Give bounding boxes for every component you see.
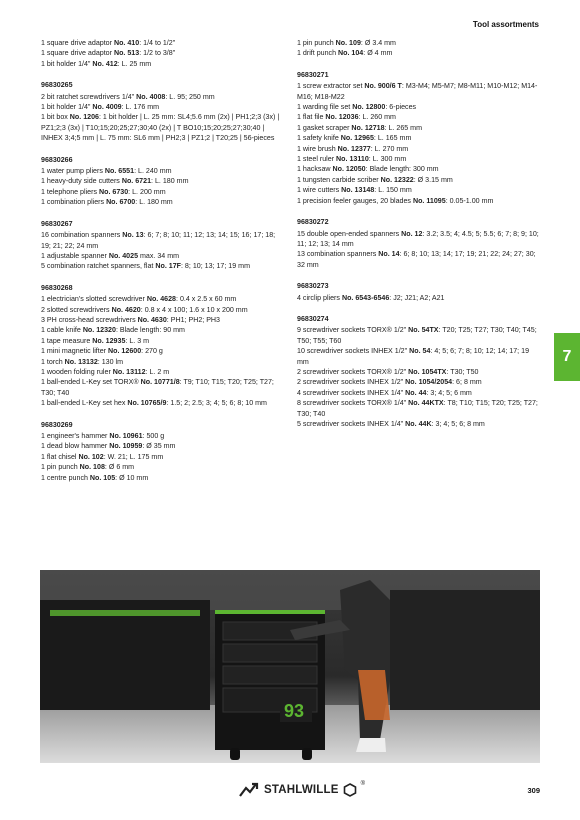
item-line [41, 294, 286, 304]
item-text: 1 engineer's hammer [41, 432, 110, 440]
item-text: 1 square drive adaptor [41, 49, 114, 58]
item-line [41, 187, 286, 197]
item-text: 1 hacksaw [297, 165, 333, 174]
assortment-block [41, 283, 286, 409]
item-line [297, 419, 541, 429]
item-spec: : 0.8 x 4 x 100; 1.6 x 10 x 200 mm [140, 305, 248, 314]
item-spec: : T8; T10; T15; T20; T25; T27; T30; T40 [297, 399, 538, 418]
item-text: 15 double open-ended spanners [297, 229, 402, 238]
item-line [41, 166, 286, 176]
brand-wordmark: STAHLWILLE [264, 784, 339, 796]
item-text: 2 bit ratchet screwdrivers 1/4" [41, 92, 137, 101]
item-text: 1 electrician's slotted screwdriver [41, 295, 147, 304]
item-text: 1 wire cutters [297, 186, 342, 195]
item-text: 2 screwdriver sockets INHEX 1/2" [297, 378, 406, 387]
item-spec: : Blade length: 90 mm [115, 326, 185, 335]
item-number: No. 10771/8 [140, 378, 180, 387]
item-text: 1 ball-ended L-Key set TORX® [41, 378, 141, 387]
item-spec: : Ø 4 mm [363, 49, 393, 58]
item-text: 1 combination pliers [41, 198, 107, 207]
item-spec: : L. 176 mm [121, 103, 160, 112]
trolley-label: 93 [284, 701, 305, 721]
item-text: 1 dead blow hammer [41, 442, 110, 451]
item-spec: : 3; 4; 5; 6 mm [426, 388, 472, 397]
item-text: 5 combination ratchet spanners, flat [41, 262, 156, 271]
item-spec: : 6; 8; 10; 13; 14; 17; 19; 21; 22; 24; 27; 30; 32 mm [297, 250, 536, 269]
item-text: 1 steel ruler [297, 155, 337, 164]
item-line [41, 197, 286, 207]
item-line [297, 398, 541, 419]
item-spec: : Ø 35 mm [142, 442, 176, 451]
item-line [297, 48, 541, 58]
item-number: No. 13112 [112, 367, 146, 376]
item-spec: : 0.4 x 2.5 x 60 mm [176, 295, 237, 304]
item-line [297, 175, 541, 185]
item-spec: : Ø 3.15 mm [413, 175, 453, 184]
item-text: 1 water pump pliers [41, 167, 105, 176]
item-number: No. 4025 [108, 251, 139, 260]
assortment-number: 96830266 [41, 155, 73, 164]
item-line [41, 452, 286, 462]
item-spec: : 3.2; 3.5; 4; 4.5; 5; 5.5; 6; 7; 8; 9; 10; 11; 12; 13; 14 mm [297, 229, 539, 248]
item-text: 2 screwdriver sockets TORX® 1/2" [297, 367, 409, 376]
item-number: No. 12 [401, 229, 423, 238]
item-number: No. 6551 [104, 167, 135, 176]
item-number: No. 12965 [340, 134, 374, 143]
left-column [41, 38, 286, 494]
item-spec: : L. 270 mm [370, 144, 409, 153]
item-text: 1 mini magnetic lifter [41, 347, 109, 356]
item-line [297, 367, 541, 377]
item-line [297, 112, 541, 122]
item-line [297, 154, 541, 164]
assortment-number: 96830268 [41, 283, 73, 292]
item-spec: : 8; 10; 13; 17; 19 mm [180, 262, 250, 271]
item-spec: : Ø 3.4 mm [360, 39, 396, 47]
item-spec: : L. 180 mm [135, 198, 173, 207]
assortment-number: 96830272 [297, 218, 329, 227]
item-line [41, 48, 286, 58]
item-spec: : 500 g [142, 432, 165, 440]
item-spec: : J2; J21; A2; A21 [389, 293, 445, 302]
item-text: 8 screwdriver sockets TORX® 1/4" [297, 399, 409, 408]
item-text: 1 cable knife [41, 326, 83, 335]
item-line [297, 133, 541, 143]
item-spec: : T30; T50 [446, 367, 479, 376]
item-text: 1 adjustable spanner [41, 251, 109, 260]
assortment-block [41, 38, 286, 69]
assortment-block [41, 155, 286, 208]
item-number: No. 44K [405, 420, 432, 428]
item-line [41, 102, 286, 112]
item-spec: : L. 180 mm [151, 177, 189, 186]
workshop-photo [40, 570, 540, 763]
item-text: 1 safety knife [297, 134, 341, 143]
item-number: No. 4620 [111, 305, 141, 314]
item-number: No. 54 [409, 347, 431, 356]
item-number: No. 10961 [109, 432, 143, 440]
item-number: No. 13148 [341, 186, 375, 195]
item-number: No. 1054TX [408, 367, 447, 376]
item-line [41, 398, 286, 408]
item-number: No. 108 [79, 463, 105, 472]
item-line [41, 336, 286, 346]
item-line [41, 346, 286, 356]
item-line [41, 92, 286, 102]
item-line [297, 123, 541, 133]
item-number: No. 13110 [336, 155, 369, 164]
assortment-number: 96830274 [297, 314, 329, 323]
item-text: 1 ball-ended L-Key set hex [41, 399, 128, 408]
item-line [41, 462, 286, 472]
item-spec: : L. 265 mm [384, 123, 423, 132]
item-spec: : 270 g [141, 347, 163, 356]
item-line [41, 473, 286, 483]
item-text: 1 square drive adaptor [41, 39, 114, 47]
item-number: No. 54TX [408, 326, 439, 335]
item-spec: : L. 3 m [125, 336, 150, 345]
assortment-block [41, 420, 286, 483]
item-number: No. 4628 [146, 295, 177, 304]
item-spec: : L. 200 mm [128, 187, 166, 196]
assortment-number: 96830267 [41, 219, 73, 228]
item-number: No. 4008 [136, 92, 166, 101]
item-text: 5 screwdriver sockets INHEX 1/4" [297, 420, 406, 428]
page-number: 309 [527, 786, 540, 795]
chapter-tab[interactable]: 7 [554, 333, 580, 381]
item-text: 1 precision feeler gauges, 20 blades [297, 196, 413, 205]
item-line [41, 59, 286, 69]
item-line [41, 251, 286, 261]
item-number: No. 10959 [109, 442, 143, 451]
item-number: No. 6721 [121, 177, 152, 186]
item-spec: : 1/2 to 3/8" [139, 49, 176, 58]
item-text: 1 telephone pliers [41, 187, 99, 196]
item-number: No. 12935 [92, 336, 126, 345]
item-text: 4 circlip pliers [297, 293, 342, 302]
item-number: No. 104 [338, 49, 364, 58]
item-spec: : 1/4 to 1/2" [139, 39, 176, 47]
item-spec: : 0.05-1.00 mm [445, 196, 494, 205]
item-spec: : L. 165 mm [373, 134, 412, 143]
item-spec: : 6; 8 mm [452, 378, 482, 387]
item-line [297, 102, 541, 112]
item-spec: : 6-pieces [385, 103, 417, 112]
item-text: 1 centre punch [41, 473, 90, 482]
item-line [297, 81, 541, 102]
item-text: 1 wire brush [297, 144, 338, 153]
header-title: Tool assortments [472, 20, 539, 29]
item-spec: : Ø 6 mm [104, 463, 135, 472]
item-line [297, 185, 541, 195]
item-number: No. 11095 [412, 196, 446, 205]
footer-logo [238, 781, 365, 799]
item-number: No. 12036 [325, 113, 359, 122]
item-number: No. 1206 [69, 113, 99, 122]
item-spec: : 1.5; 2; 2.5; 3; 4; 5; 6; 8; 10 mm [166, 399, 267, 408]
item-number: No. 6730 [98, 187, 129, 196]
item-text: 13 combination spanners [297, 250, 379, 259]
item-number: No. 109 [335, 39, 361, 47]
item-text: 1 bit box [41, 113, 70, 122]
item-spec: : Blade length: 300 mm [365, 165, 439, 174]
item-spec: : 3; 4; 5; 6; 8 mm [431, 420, 485, 428]
item-number: No. 102 [78, 452, 104, 461]
item-text: 10 screwdriver sockets INHEX 1/2" [297, 347, 410, 356]
item-line [297, 388, 541, 398]
item-line [297, 377, 541, 387]
assortment-number: 96830273 [297, 282, 329, 291]
item-spec: : L. 240 mm [134, 167, 172, 176]
item-line [41, 315, 286, 325]
item-text: 1 pin punch [297, 39, 336, 47]
item-line [297, 196, 541, 206]
item-spec: : L. 2 m [145, 367, 170, 376]
item-line [297, 164, 541, 174]
item-number: No. 13132 [64, 357, 98, 366]
item-number: No. 4630 [137, 315, 167, 324]
stahlwille-logo-icon [238, 782, 260, 798]
item-text: 1 gasket scraper [297, 123, 352, 132]
item-spec: : L. 95; 250 mm [165, 92, 215, 101]
assortment-block [297, 314, 541, 429]
item-spec: : T20; T25; T27; T30; T40; T45; T50; T55; T60 [297, 326, 537, 345]
item-number: No. 12377 [337, 144, 371, 153]
item-line [41, 377, 286, 398]
item-number: No. 44 [405, 388, 427, 397]
item-line [297, 229, 541, 250]
item-text: 9 screwdriver sockets TORX® 1/2" [297, 326, 409, 335]
registered-mark: ® [360, 781, 366, 787]
item-line [41, 431, 286, 441]
item-text: 1 tungsten carbide scriber [297, 175, 381, 184]
item-text: 1 bit holder 1/4" [41, 59, 93, 68]
item-text: 1 flat file [297, 113, 326, 122]
item-number: No. 105 [89, 473, 116, 482]
item-spec: : T9; T10; T15; T20; T25; T27; T30; T40 [41, 378, 274, 397]
item-line [41, 325, 286, 335]
right-column [297, 38, 541, 440]
item-line [297, 249, 541, 270]
item-line [297, 38, 541, 48]
assortment-number: 96830265 [41, 81, 73, 90]
assortment-block [297, 217, 541, 270]
item-number: No. 13 [122, 231, 144, 240]
item-number: No. 12320 [82, 326, 116, 335]
item-line [41, 176, 286, 186]
item-number: No. 12800 [352, 103, 386, 112]
item-number: No. 12600 [108, 347, 142, 356]
item-spec: max. 34 mm [138, 251, 180, 260]
item-spec: : 1 bit holder | L. 25 mm: SL4;5.6 mm (2x) | PH1;2;3 (3x) | PZ1;2;3 (3x) | T10;15;20;25;27;30;40 (2x) | T BO10;15;20;25;27;30;40 | INHEX 3;4;5 mm | L. 75 mm: SL6 mm | PH2;3 | PZ1;2 | T20;25 | 56-pieces [41, 113, 280, 143]
item-line [297, 293, 541, 303]
item-spec: : L. 300 mm [368, 155, 407, 164]
item-line [297, 346, 541, 367]
item-spec: : 130 lm [97, 357, 124, 366]
item-number: No. 4009 [92, 103, 122, 112]
item-spec: : W. 21; L. 175 mm [103, 452, 164, 461]
item-line [41, 38, 286, 48]
item-text: 1 drift punch [297, 49, 339, 58]
assortment-number: 96830269 [41, 420, 73, 429]
item-text: 3 PH cross-head screwdrivers [41, 315, 138, 324]
item-text: 1 tape measure [41, 336, 93, 345]
item-number: No. 412 [92, 59, 118, 68]
item-number: No. 12050 [332, 165, 366, 174]
item-text: 1 screw extractor set [297, 82, 365, 91]
item-text: 1 wooden folding ruler [41, 367, 113, 376]
item-number: No. 10765/9 [127, 399, 167, 408]
item-number: No. 900/6 T [364, 82, 402, 91]
assortment-block [297, 38, 541, 59]
item-line [41, 112, 286, 143]
item-line [41, 305, 286, 315]
item-line [41, 367, 286, 377]
item-number: No. 12718 [351, 123, 385, 132]
item-line [297, 144, 541, 154]
item-line [297, 325, 541, 346]
item-line [41, 230, 286, 251]
assortment-number: 96830271 [297, 70, 329, 79]
item-text: 1 flat chisel [41, 452, 79, 461]
item-number: No. 17F [155, 262, 181, 271]
item-line [41, 441, 286, 451]
assortment-block [297, 70, 541, 206]
item-text: 1 bit holder 1/4" [41, 103, 93, 112]
item-number: No. 14 [378, 250, 400, 259]
item-number: No. 410 [113, 39, 140, 47]
item-number: No. 44KTX [408, 399, 444, 408]
item-number: No. 12322 [380, 175, 414, 184]
assortment-block [297, 281, 541, 303]
item-line [41, 261, 286, 271]
hexagon-logo-icon [343, 783, 357, 797]
item-text: 2 slotted screwdrivers [41, 305, 112, 314]
assortment-block [41, 219, 286, 272]
item-spec: : L. 150 mm [374, 186, 412, 195]
item-spec: : L. 25 mm [117, 59, 152, 68]
item-text: 1 torch [41, 357, 65, 366]
item-number: No. 6700 [106, 198, 136, 207]
item-spec: : L. 260 mm [358, 113, 396, 122]
item-spec: : PH1; PH2; PH3 [166, 315, 221, 324]
item-spec: : 4; 5; 6; 7; 8; 10; 12; 14; 17; 19 mm [297, 347, 530, 366]
item-number: No. 6543-6546 [341, 293, 390, 302]
item-text: 1 warding file set [297, 103, 353, 112]
item-text: 4 screwdriver sockets INHEX 1/4" [297, 388, 406, 397]
item-text: 1 pin punch [41, 463, 80, 472]
item-line [41, 357, 286, 367]
item-spec: : 6; 7; 8; 10; 11; 12; 13; 14; 15; 16; 17; 18; 19; 21; 22; 24 mm [41, 231, 276, 250]
item-text: 1 heavy-duty side cutters [41, 177, 122, 186]
item-spec: : M3-M4; M5-M7; M8-M11; M10-M12; M14-M16; M18-M22 [297, 82, 538, 101]
item-number: No. 1054/2054 [405, 378, 453, 387]
assortment-block [41, 80, 286, 143]
item-text: 16 combination spanners [41, 231, 123, 240]
item-spec: : Ø 10 mm [115, 473, 149, 482]
item-number: No. 513 [113, 49, 140, 58]
